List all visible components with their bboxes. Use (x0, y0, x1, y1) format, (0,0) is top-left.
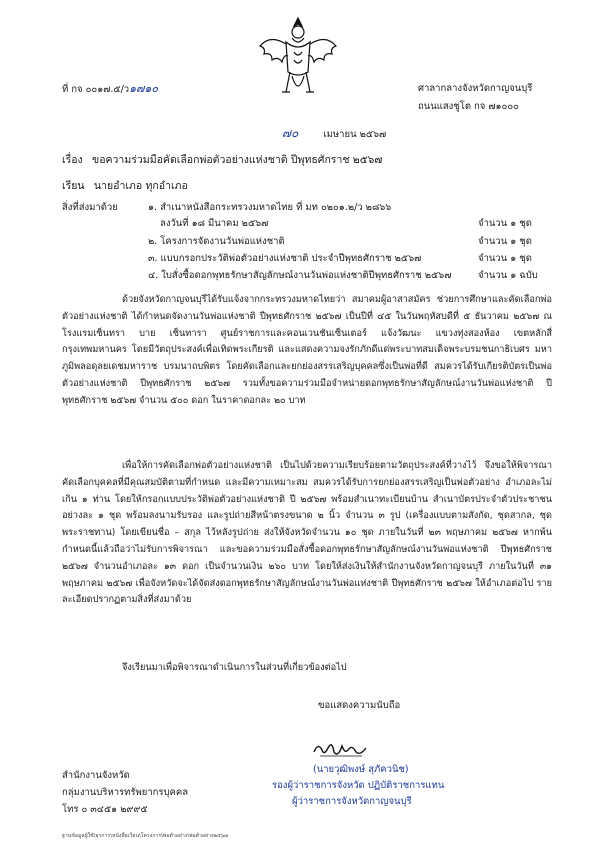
body-paragraph-2: เพื่อให้การคัดเลือกพ่อตัวอย่างแห่งชาติ เป็นไปด้วยความเรียบร้อยตามวัตถุประสงค์ที่วางไว้ จึงขอให้พิจารณาคัดเลือกบุคคลที่มีคุณสมบัติตามที่กำหนด และมีความเหมาะสม สมควรได้รับการยกย่องสรรเสริญเป็นพ่อตัวอย่าง อำเภอละไม่เกิน ๑ ท่าน โดยให้กรอกแบบประวัติพ่อตัวอย่างแห่งชาติ ปี ๒๕๖๗ พร้อมสำเนาทะเบียนบ้าน สำเนาบัตรประจำตัวประชาชน อย่างละ ๑ ชุด พร้อมลงนามรับรอง และรูปถ่ายสีหน้าตรงขนาด ๒ นิ้ว จำนวน ๓ รูป (เครื่องแบบตามสังกัด, ชุดสากล, ชุดพระราชทาน) โดยเขียนชื่อ – สกุล ไว้หลังรูปถ่าย ส่งให้จังหวัดจำนวน ๑๐ ชุด ภายในวันที่ ๒๓ พฤษภาคม ๒๕๖๗ หากพ้นกำหนดนี้แล้วถือว่าไม่รับการพิจารณา และขอความร่วมมือสั่งซื้อดอกพุทธรักษาสัญลักษณ์งานวันพ่อแห่งชาติ ปีพุทธศักราช ๒๕๖๗ จำนวนอำเภอละ ๑๓ ดอก เป็นจำนวนเงิน ๒๖๐ บาท โดยให้ส่งเงินให้สำนักงานจังหวัดกาญจนบุรี ภายในวันที่ ๓๑ พฤษภาคม ๒๕๖๗ เพื่อจังหวัดจะได้จัดส่งดอกพุทธรักษาสัญลักษณ์งานวันพ่อแห่งชาติ ปีพุทธศักราช ๒๕๖๗ ให้อำเภอต่อไป รายละเอียดปรากฏตามสิ่งที่ส่งมาด้วย (62, 460, 552, 606)
ref-number: ที่ กจ ๐๐๑๗.๕/ว๑๗๑๐ (62, 82, 159, 95)
handwritten-signature (312, 738, 368, 760)
subject-line (62, 151, 382, 168)
attachment-item: ๑. สำเนาหนังสือกระทรวงมหาดไทย ที่ มท ๐๒๐๑.๒/ว ๒๘๖๖ (148, 202, 392, 213)
attachment-item-date: ลงวันที่ ๑๘ มีนาคม ๒๕๖๗ (160, 218, 269, 229)
footer-section: กลุ่มงานบริหารทรัพยากรบุคคล (62, 787, 189, 798)
attachment-qty: จำนวน ๑ ชุด (478, 253, 532, 264)
signer-title-2: ผู้ว่าราชการจังหวัดกาญจนบุรี (292, 796, 412, 807)
ref-handwritten: ๑๗๑๐ (129, 82, 159, 95)
footer-office: สำนักงานจังหวัด (62, 770, 130, 781)
attachment-item: ๒. โครงการจัดงานวันพ่อแห่งชาติ (148, 236, 285, 247)
garuda-emblem (256, 12, 340, 104)
closing-salutation: ขอแสดงความนับถือ (318, 700, 401, 711)
date-handwritten: ๗๐ (282, 126, 299, 140)
signer-title-1: รองผู้ว่าราชการจังหวัด ปฏิบัติราชการแทน (272, 780, 445, 791)
body-paragraph-1: ด้วยจังหวัดกาญจนบุรีได้รับแจ้งจากกระทรวงมหาดไทยว่า สมาคมผู้อาสาสมัคร ช่วยการศึกษาและคัดเลือกพ่อตัวอย่างแห่งชาติ ได้กำหนดจัดงานวันพ่อแห่งชาติ ปีพุทธศักราช ๒๕๖๗ เป็นปีที่ ๔๕ ในวันพฤหัสบดีที่ ๕ ธันวาคม ๒๕๖๗ ณ โรงแรมเซ็นทรา บาย เซ็นทารา ศูนย์ราชการและคอนเวนชันเซ็นเตอร์ แจ้งวัฒนะ แขวงทุ่งสองห้อง เขตหลักสี่ กรุงเทพมหานคร โดยมีวัตถุประสงค์เพื่อเทิดพระเกียรติ และแสดงความจงรักภักดีแด่พระบาทสมเด็จพระบรมชนกาธิเบศร มหาภูมิพลอดุลยเดชมหาราช บรมนาถบพิตร โดยคัดเลือกและยกย่องสรรเสริญบุคคลซึ่งเป็นพ่อที่ดี สมควรได้รับเกียรติบัตรเป็นพ่อตัวอย่างแห่งชาติ ปีพุทธศักราช ๒๕๖๗ รวมทั้งขอความร่วมมือจำหน่ายดอกพุทธรักษาสัญลักษณ์งานวันพ่อแห่งชาติ ปีพุทธศักราช ๒๕๖๗ จำนวน ๕๐๐ ดอก ในราคาดอกละ ๒๐ บาท (62, 294, 552, 406)
attachments-label: สิ่งที่ส่งมาด้วย (62, 202, 118, 213)
footer-filepath: ฐานข้อมูลผู้ใช้\ธุรการ\หนังสือเวียน\โครงการ\พ่อตัวอย่าง\พ่อตัวอย่าง๒๕๖๗ (62, 833, 229, 839)
attachment-qty: จำนวน ๑ ฉบับ (478, 270, 538, 281)
attachment-item: ๓. แบบกรอกประวัติพ่อตัวอย่างแห่งชาติ ประจำปีพุทธศักราช ๒๕๖๗ (148, 253, 422, 264)
signer-name: (นายวุฒิพงษ์ สุภัควนิช) (313, 764, 409, 775)
subject-label: เรื่อง (62, 154, 83, 166)
attachment-qty: จำนวน ๑ ชุด (478, 236, 532, 247)
office-address: ถนนแสงชูโต กจ ๗๑๐๐๐ (418, 101, 519, 112)
letter-date: ๗๐ เมษายน ๒๕๖๗ (282, 126, 387, 140)
body-paragraph-3: จึงเรียนมาเพื่อพิจารณาดำเนินการในส่วนที่เกี่ยวข้องต่อไป (122, 662, 347, 673)
recipient-label: เรียน (62, 180, 85, 192)
attachment-item: ๔. ใบสั่งซื้อดอกพุทธรักษาสัญลักษณ์งานวันพ่อแห่งชาติปีพุทธศักราช ๒๕๖๗ (148, 270, 452, 281)
subject-text: ขอความร่วมมือคัดเลือกพ่อตัวอย่างแห่งชาติ ปีพุทธศักราช ๒๕๖๗ (92, 154, 383, 166)
recipient-text: นายอำเภอ ทุกอำเภอ (93, 180, 188, 192)
office-name: ศาลากลางจังหวัดกาญจนบุรี (418, 83, 533, 94)
attachment-qty: จำนวน ๑ ชุด (478, 218, 532, 229)
footer-phone: โทร ๐ ๓๔๕๑ ๒๙๙๕ (62, 804, 148, 815)
recipient-line (62, 177, 188, 194)
